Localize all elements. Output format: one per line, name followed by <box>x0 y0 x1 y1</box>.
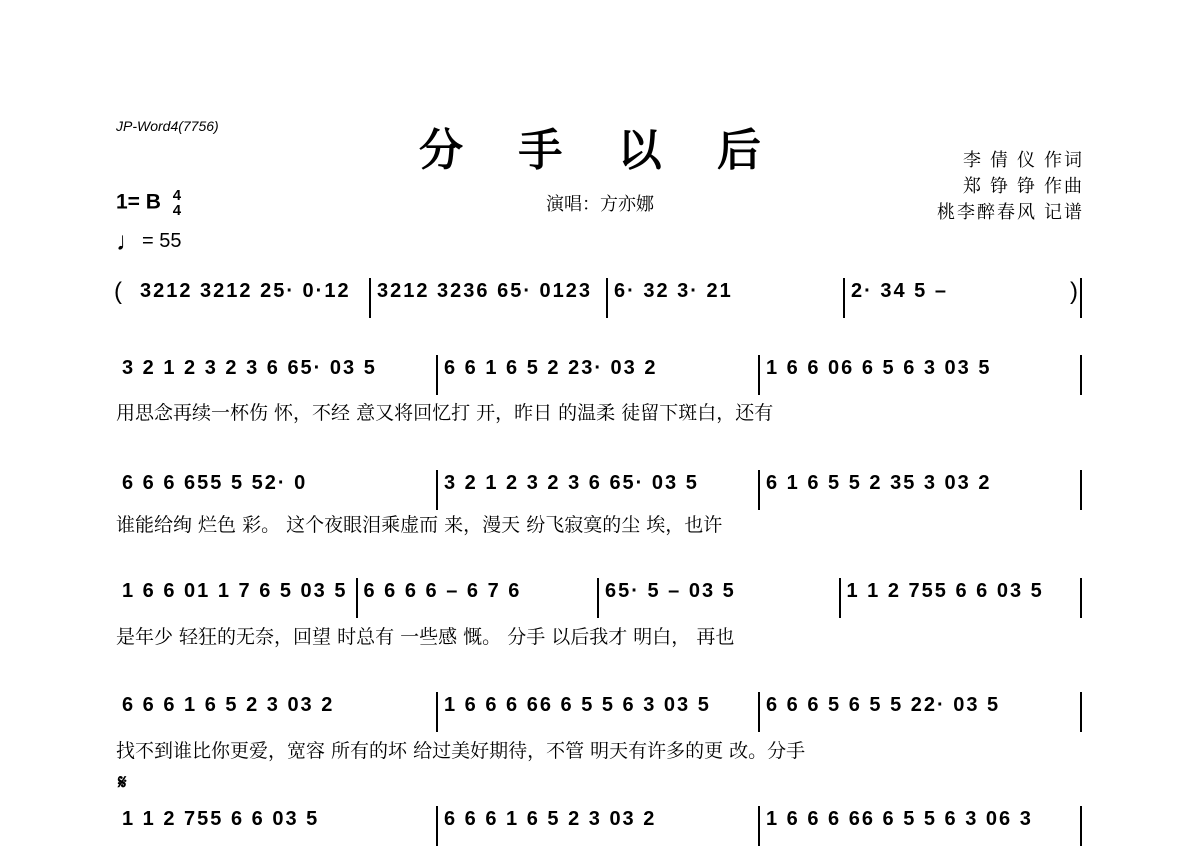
measure: 6 6 6 5 6 5 5 22· 03 5 <box>766 694 1001 716</box>
measure: 1 6 6 01 1 7 6 5 03 5 <box>122 580 348 602</box>
lyric-line: 谁能给绚 烂色 彩。 这个夜眼泪乘虚而 来，漫天 纷飞寂寞的尘 埃，也许 <box>116 514 723 536</box>
measure: 2· 34 5 – <box>851 280 948 302</box>
singer-label: 演唱：方亦娜 <box>546 194 654 214</box>
tempo-marking <box>116 226 181 257</box>
bar-line <box>606 278 608 318</box>
close-paren: ) <box>1070 278 1078 305</box>
time-top: 4 <box>172 187 182 204</box>
bar-line <box>758 806 760 846</box>
lyric-line: 是年少 轻狂的无奈，回望 时总有 一些感 慨。 分手 以后我才 明白， 再也 <box>116 626 735 648</box>
bar-line <box>1080 278 1082 318</box>
segno-icon: 𝄋 <box>118 772 127 794</box>
composer-credit: 郑 铮 铮 作曲 <box>962 176 1084 196</box>
bar-line <box>436 355 438 395</box>
lyric-line: 找不到谁比你更爱，宽容 所有的坏 给过美好期待，不管 明天有许多的更 改。分手 <box>116 740 806 762</box>
notation-line <box>116 355 1086 395</box>
bar-line <box>436 470 438 510</box>
measure: 65· 5 – 03 5 <box>605 580 736 602</box>
measure: 6· 32 3· 21 <box>614 280 733 302</box>
notation-line <box>116 692 1086 732</box>
bar-line <box>758 355 760 395</box>
bar-line <box>1080 692 1082 732</box>
measure: 6 6 6 1 6 5 2 3 03 2 <box>444 808 657 830</box>
measure: 3212 3236 65· 0123 <box>377 280 593 302</box>
bar-line <box>436 806 438 846</box>
measure: 1 1 2 755 6 6 03 5 <box>122 808 320 830</box>
measure: 6 6 6 655 5 52· 0 <box>122 472 308 494</box>
measure: 6 6 6 6 – 6 7 6 <box>363 580 522 602</box>
song-title: 分 手 以 后 <box>419 125 781 176</box>
time-signature <box>173 188 181 218</box>
measure: 3 2 1 2 3 2 3 6 65· 03 5 <box>122 357 377 379</box>
measure: 3212 3212 25· 0·12 <box>140 280 351 302</box>
notation-line <box>116 806 1086 846</box>
bar-line <box>839 578 841 618</box>
measure: 6 6 6 1 6 5 2 3 03 2 <box>122 694 335 716</box>
bar-line <box>758 470 760 510</box>
bar-line <box>1080 578 1082 618</box>
key-label: 1= B <box>116 190 161 214</box>
transcriber-credit: 桃李醉春风 记谱 <box>936 202 1084 222</box>
measure: 1 6 6 6 66 6 5 5 6 3 06 3 <box>766 808 1033 830</box>
key-signature <box>116 188 181 218</box>
lyric-line: 用思念再续一杯伤 怀，不经 意又将回忆打 开，昨日 的温柔 徒留下斑白，还有 <box>116 402 774 424</box>
bar-line <box>1080 355 1082 395</box>
tempo-value: = 55 <box>142 230 182 252</box>
notation-line <box>116 278 1086 318</box>
credits <box>937 147 1084 225</box>
lyricist-credit: 李 倩 仪 作词 <box>962 150 1084 170</box>
open-paren: ( <box>114 278 122 305</box>
bar-line <box>1080 806 1082 846</box>
measure: 1 6 6 06 6 5 6 3 03 5 <box>766 357 992 379</box>
measure: 1 1 2 755 6 6 03 5 <box>846 580 1044 602</box>
bar-line <box>597 578 599 618</box>
measure: 1 6 6 6 66 6 5 5 6 3 03 5 <box>444 694 711 716</box>
bar-line <box>758 692 760 732</box>
measure: 3 2 1 2 3 2 3 6 65· 03 5 <box>444 472 699 494</box>
bar-line <box>356 578 358 618</box>
quarter-note-icon: ♩ <box>116 226 142 256</box>
time-bottom: 4 <box>172 202 182 219</box>
measure: 6 1 6 5 5 2 35 3 03 2 <box>766 472 992 494</box>
bar-line <box>843 278 845 318</box>
bar-line <box>436 692 438 732</box>
bar-line <box>369 278 371 318</box>
notation-line <box>116 470 1086 510</box>
notation-line <box>116 578 1086 618</box>
measure: 6 6 1 6 5 2 23· 03 2 <box>444 357 658 379</box>
bar-line <box>1080 470 1082 510</box>
software-label: JP-Word4(7756) <box>116 118 219 134</box>
